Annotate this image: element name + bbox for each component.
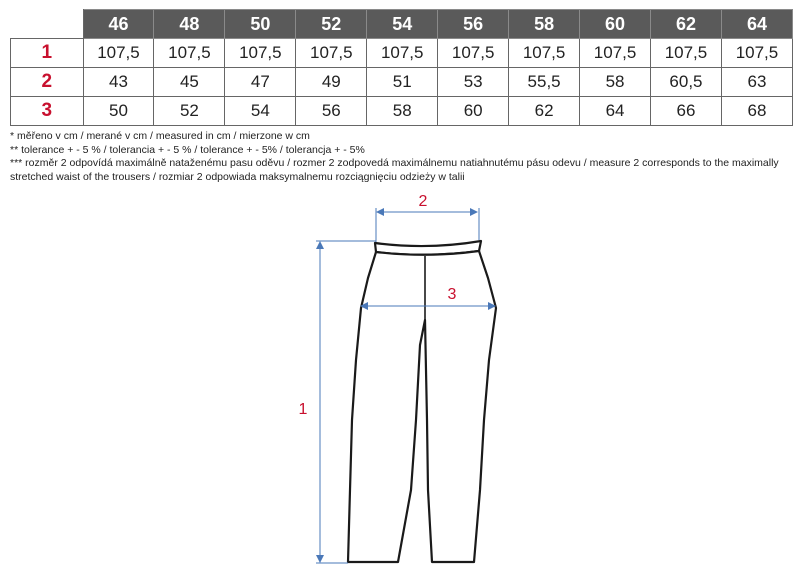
table-cell: 50 xyxy=(83,97,154,126)
footnote-tolerance: ** tolerance + - 5 % / tolerancia + - 5 % / tolerance + - 5% / tolerancja + - 5% xyxy=(10,143,365,156)
table-cell: 47 xyxy=(225,68,296,97)
footnote-waist: *** rozměr 2 odpovídá maximálně nataženému pasu oděvu / rozmer 2 zodpovedá maximálnemu natiahnutému pásu odevu / measure 2 corresponds to the maximally stretched waist of the trousers / rozmiar 2 odpowiada maksymalnemu rozciągnięciu odzieży w talii xyxy=(10,157,779,183)
row-label: 2 xyxy=(11,68,84,97)
table-cell: 107,5 xyxy=(367,39,438,68)
row-label: 3 xyxy=(11,97,84,126)
table-cell: 68 xyxy=(721,97,792,126)
table-cell: 66 xyxy=(651,97,722,126)
table-cell: 45 xyxy=(154,68,225,97)
table-cell: 63 xyxy=(721,68,792,97)
table-cell: 107,5 xyxy=(438,39,509,68)
size-header: 62 xyxy=(651,10,722,39)
table-cell: 60 xyxy=(438,97,509,126)
label-waist: 2 xyxy=(418,193,428,210)
size-header: 58 xyxy=(509,10,580,39)
table-cell: 54 xyxy=(225,97,296,126)
size-header: 50 xyxy=(225,10,296,39)
table-cell: 107,5 xyxy=(580,39,651,68)
table-cell: 53 xyxy=(438,68,509,97)
size-header: 60 xyxy=(580,10,651,39)
table-cell: 52 xyxy=(154,97,225,126)
table-cell: 51 xyxy=(367,68,438,97)
table-cell: 107,5 xyxy=(225,39,296,68)
table-cell: 64 xyxy=(580,97,651,126)
table-cell: 107,5 xyxy=(721,39,792,68)
size-header: 46 xyxy=(83,10,154,39)
table-cell: 107,5 xyxy=(651,39,722,68)
row-label: 1 xyxy=(11,39,84,68)
table-cell: 107,5 xyxy=(83,39,154,68)
table-cell: 60,5 xyxy=(651,68,722,97)
size-header: 56 xyxy=(438,10,509,39)
size-header: 64 xyxy=(721,10,792,39)
size-header: 54 xyxy=(367,10,438,39)
table-cell: 55,5 xyxy=(509,68,580,97)
table-cell: 58 xyxy=(580,68,651,97)
label-length: 1 xyxy=(298,401,308,418)
footnote-measured: * měřeno v cm / merané v cm / measured in cm / mierzone w cm xyxy=(10,130,310,142)
trouser-body xyxy=(348,251,496,562)
size-header: 48 xyxy=(154,10,225,39)
table-cell: 56 xyxy=(296,97,367,126)
table-cell: 107,5 xyxy=(296,39,367,68)
table-cell: 62 xyxy=(509,97,580,126)
label-hip: 3 xyxy=(447,286,457,303)
size-header: 52 xyxy=(296,10,367,39)
trousers-outline xyxy=(348,241,496,562)
table-cell: 43 xyxy=(83,68,154,97)
table-cell: 49 xyxy=(296,68,367,97)
table-cell: 58 xyxy=(367,97,438,126)
table-cell: 107,5 xyxy=(509,39,580,68)
table-cell: 107,5 xyxy=(154,39,225,68)
